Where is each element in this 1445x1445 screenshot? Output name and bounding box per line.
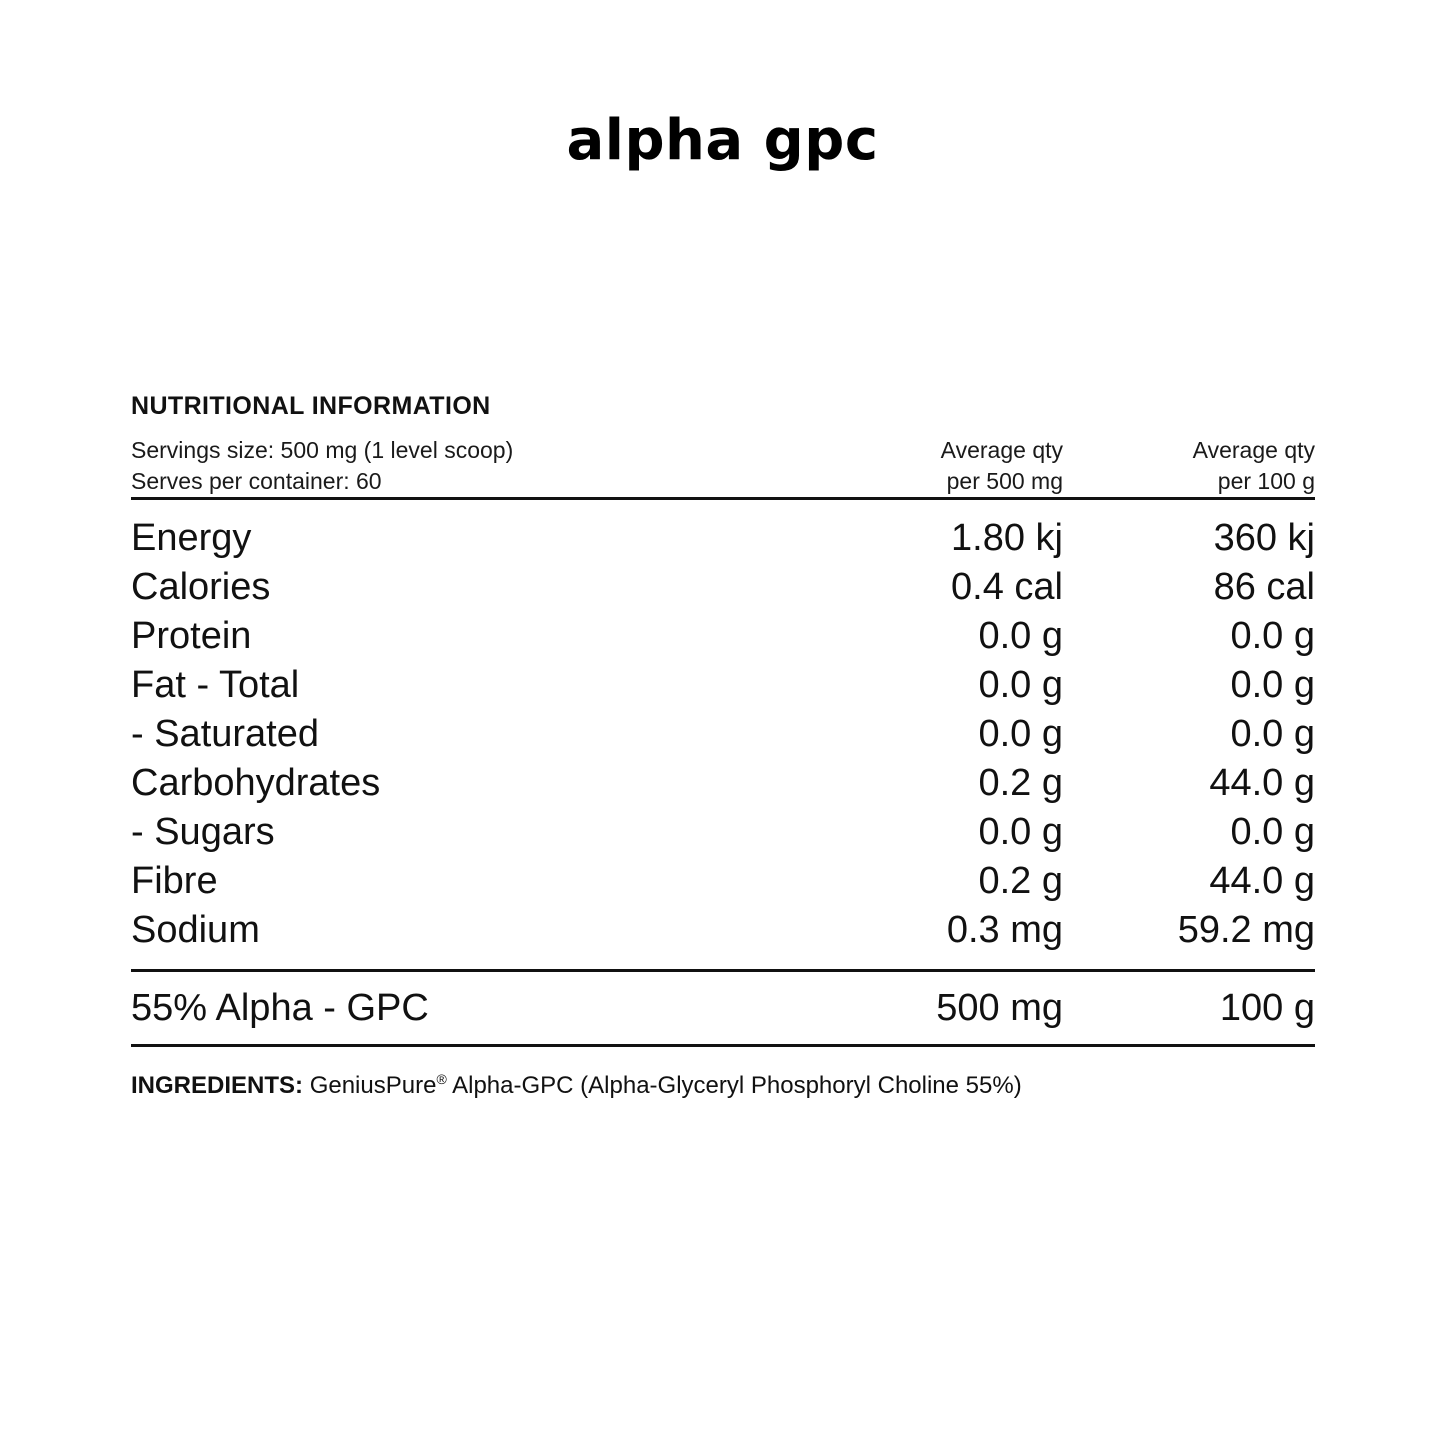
- spacer-row: [131, 500, 1315, 514]
- row-value-per-serve: 0.0 g: [978, 713, 1063, 755]
- row-value-per-100: 0.0 g: [1230, 664, 1315, 706]
- product-title: alpha gpc: [566, 108, 879, 173]
- table-row: [131, 661, 1315, 710]
- row-label: Calories: [131, 566, 271, 608]
- row-value-per-100: 360 kj: [1213, 517, 1315, 559]
- row-label: Energy: [131, 517, 252, 559]
- table-row: [131, 612, 1315, 661]
- column-header-per-serve: [811, 435, 1063, 497]
- row-label: Protein: [131, 615, 252, 657]
- row-value-per-100: 44.0 g: [1209, 762, 1315, 804]
- row-value-per-100: 0.0 g: [1230, 615, 1315, 657]
- ingredients-text-before: GeniusPure: [309, 1072, 437, 1099]
- row-value-per-serve: 0.4 cal: [951, 566, 1063, 608]
- per-100-line2: per 100 g: [1217, 468, 1315, 494]
- row-label: Sodium: [131, 909, 260, 951]
- active-ingredient-per-serve: 500 mg: [936, 987, 1063, 1029]
- per-100-line1: Average qty: [1192, 437, 1315, 463]
- divider-row-bottom: [131, 1044, 1315, 1047]
- row-label: Carbohydrates: [131, 762, 381, 804]
- row-value-per-100: 0.0 g: [1230, 713, 1315, 755]
- ingredients-label: INGREDIENTS:: [131, 1072, 304, 1099]
- table-row: [131, 808, 1315, 857]
- ingredients-block: [131, 1061, 1315, 1104]
- per-serve-line2: per 500 mg: [946, 468, 1063, 494]
- row-label: Fat - Total: [131, 664, 300, 706]
- table-row: [131, 514, 1315, 563]
- spacer-row: [131, 955, 1315, 969]
- row-value-per-serve: 0.3 mg: [946, 909, 1063, 951]
- row-value-per-serve: 0.0 g: [978, 664, 1063, 706]
- row-label: - Saturated: [131, 713, 319, 755]
- row-value-per-serve: 1.80 kj: [951, 517, 1063, 559]
- panel-heading: NUTRITIONAL INFORMATION: [131, 392, 491, 420]
- row-label: Fibre: [131, 860, 218, 902]
- active-ingredient-per-100: 100 g: [1219, 987, 1315, 1029]
- per-serve-line1: Average qty: [940, 437, 1063, 463]
- serving-info-cell: [131, 435, 811, 497]
- horizontal-rule: [131, 1044, 1315, 1047]
- serves-per-container-text: Serves per container: 60: [131, 468, 382, 494]
- table-row: [131, 906, 1315, 955]
- table-header-row: [131, 435, 1315, 497]
- table-row: [131, 857, 1315, 906]
- row-value-per-100: 44.0 g: [1209, 860, 1315, 902]
- table-row: [131, 563, 1315, 612]
- active-ingredient-row: [131, 972, 1315, 1044]
- registered-trademark-symbol: ®: [436, 1071, 447, 1087]
- column-header-per-100: [1063, 435, 1315, 497]
- ingredients-text-after: Alpha-GPC (Alpha-Glyceryl Phosphoryl Choline 55%): [446, 1072, 1022, 1099]
- row-value-per-100: 86 cal: [1213, 566, 1315, 608]
- active-ingredient-label: 55% Alpha - GPC: [131, 987, 429, 1029]
- nutrition-table: [131, 435, 1315, 1047]
- table-row: [131, 759, 1315, 808]
- row-value-per-serve: 0.2 g: [978, 762, 1063, 804]
- row-value-per-serve: 0.0 g: [978, 615, 1063, 657]
- serving-size-text: Servings size: 500 mg (1 level scoop): [131, 437, 514, 463]
- row-value-per-serve: 0.0 g: [978, 811, 1063, 853]
- row-value-per-serve: 0.2 g: [978, 860, 1063, 902]
- row-value-per-100: 59.2 mg: [1177, 909, 1315, 951]
- table-row: [131, 710, 1315, 759]
- row-label: - Sugars: [131, 811, 275, 853]
- nutrition-panel: [131, 392, 1315, 1104]
- row-value-per-100: 0.0 g: [1230, 811, 1315, 853]
